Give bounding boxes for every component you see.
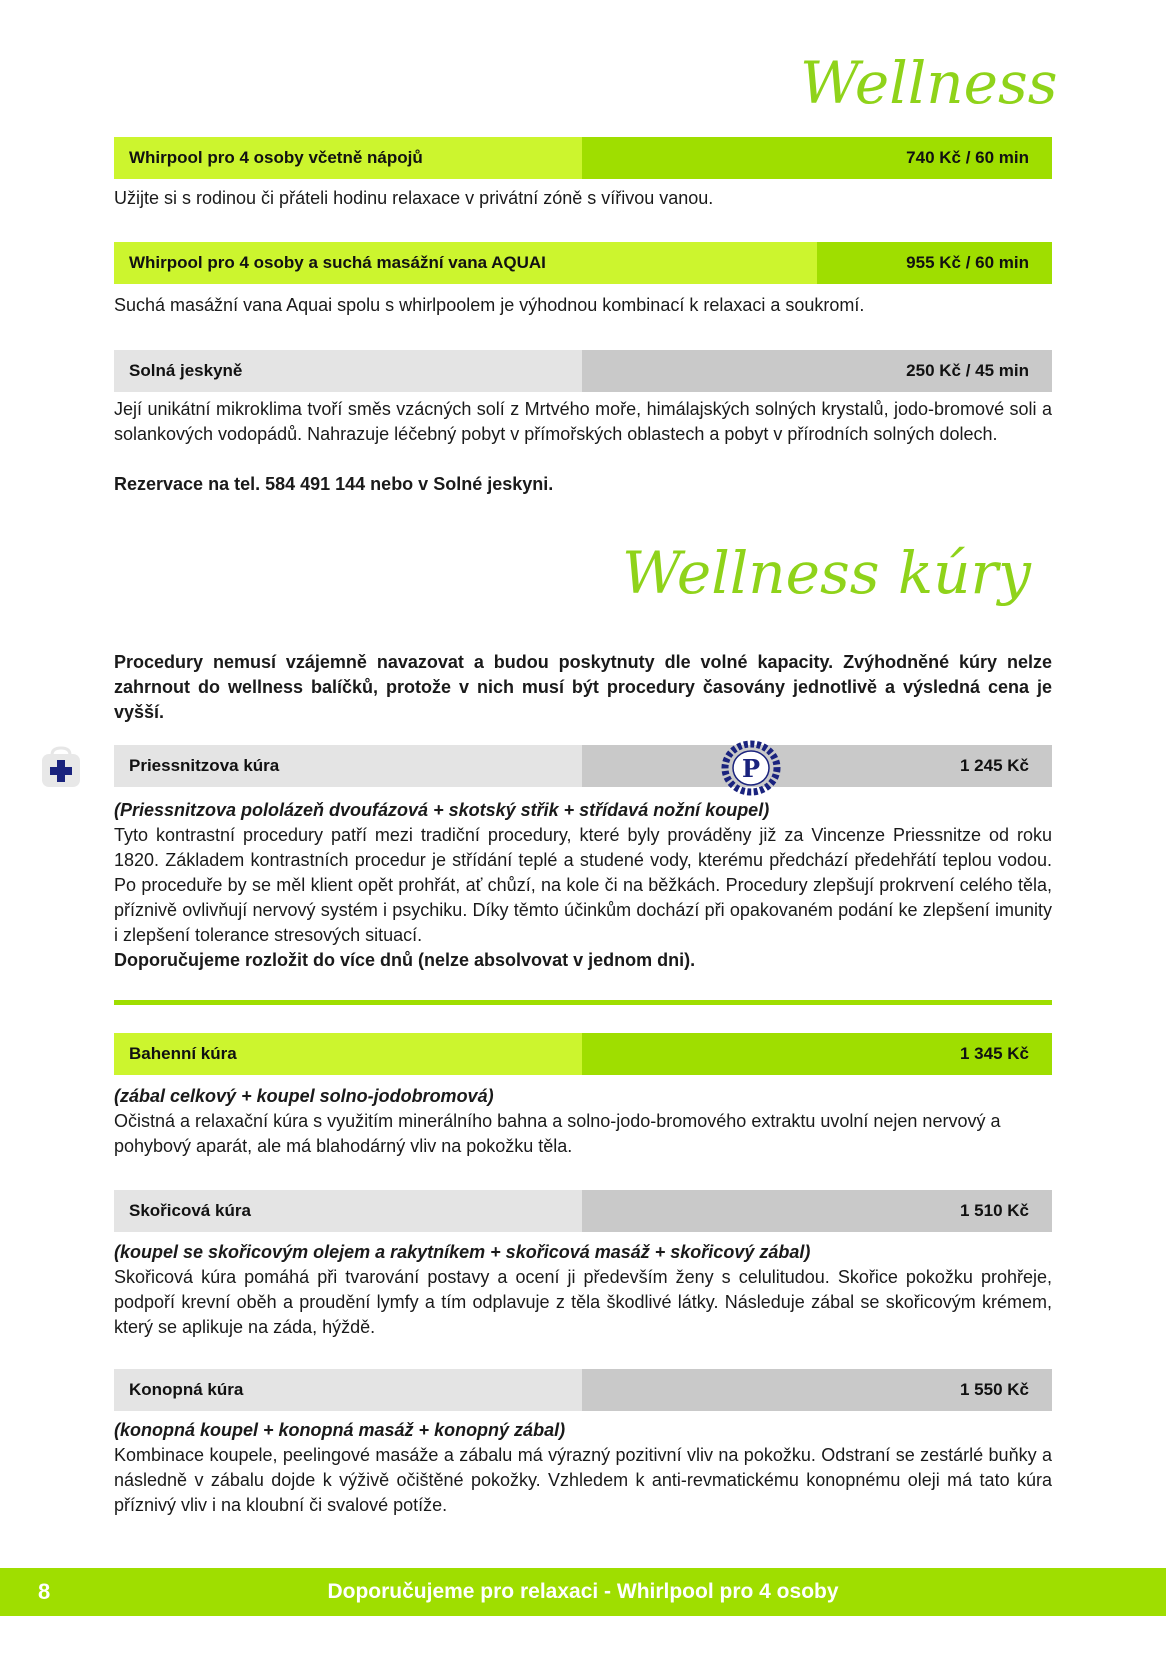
section-divider — [114, 1000, 1052, 1005]
section-title-wellness: Wellness — [800, 49, 1058, 117]
service-description: Skořicová kúra pomáhá při tvarování postavy a ocení ji především ženy s celulitudou. Skořice pokožku prohřeje, podpoří krevní oběh a proudění lymfy a tím odplavuje z těla škodlivé látky. Následuje zábal se skořicovým krémem, který se aplikuje na záda, hýždě. — [114, 1267, 1052, 1337]
service-price: 955 Kč / 60 min — [817, 242, 1052, 284]
service-subtitle: (Priessnitzova pololázeň dvoufázová + skotský střik + střídavá nožní koupel) — [114, 800, 770, 820]
section-intro: Procedury nemusí vzájemně navazovat a budou poskytnuty dle volné kapacity. Zvýhodněné kúry nelze zahrnout do wellness balíčků, protože v nich musí být procedury časovány jednotlivě a výsledná cena je vyšší. — [114, 652, 1052, 722]
service-description: Tyto kontrastní procedury patří mezi tradiční procedury, které byly prováděny již za Vincenze Priessnitze od roku 1820. Základem kontrastních procedur je střídání teplé a studené vody, kterému předchází předehřátí teplou vodou. Po proceduře by se měl klient opět prohřát, ať chůzí, na kole či na běžkách. Procedury zlepšují prokrvení celého těla, příznivě ovlivňují nervový systém i psychiku. Díky těmto účinkům dochází při opakovaném podání ke zlepšení imunity i zlepšení tolerance stresových situací. — [114, 825, 1052, 945]
emblem-letter: P — [741, 754, 761, 783]
service-header-cinnamon — [114, 1190, 1052, 1232]
service-name: Whirpool pro 4 osoby a suchá masážní vana AQUAI — [114, 242, 817, 284]
reservation-note: Rezervace na tel. 584 491 144 nebo v Solné jeskyni. — [114, 474, 554, 494]
service-description: Suchá masážní vana Aquai spolu s whirlpoolem je výhodnou kombinací k relaxaci a soukromí. — [114, 295, 865, 315]
section-title-wellness-kury: Wellness kúry — [622, 539, 1031, 607]
service-price: 1 550 Kč — [582, 1369, 1052, 1411]
priessnitz-emblem-icon — [720, 740, 782, 796]
page-number: 8 — [38, 1579, 51, 1604]
service-description: Kombinace koupele, peelingové masáže a zábalu má výrazný pozitivní vliv na pokožku. Odstraní se zestárlé buňky a následně v zábalu dojde k výživě očištěné pokožky. Vzhledem k anti-revmatickému konopnému oleji má tato kúra příznivý vliv i na kloubní či svalové potíže. — [114, 1445, 1052, 1515]
page-footer — [0, 1568, 1166, 1616]
service-price: 1 345 Kč — [582, 1033, 1052, 1075]
medical-kit-icon — [38, 745, 84, 789]
service-price: 740 Kč / 60 min — [582, 137, 1052, 179]
service-price: 1 245 Kč — [582, 745, 1052, 787]
service-header-hemp — [114, 1369, 1052, 1411]
service-header-salt-cave — [114, 350, 1052, 392]
service-description: Její unikátní mikroklima tvoří směs vzácných solí z Mrtvého moře, himálajských solných krystalů, jodo-bromové soli a solankových vodopádů. Nahrazuje léčebný pobyt v přímořských oblastech a pobyt v přírodních solných dolech. — [114, 399, 1052, 444]
service-name: Solná jeskyně — [114, 350, 582, 392]
service-header-whirlpool-aquai — [114, 242, 1052, 284]
footer-text: Doporučujeme pro relaxaci - Whirlpool pro 4 osoby — [327, 1580, 839, 1603]
service-subtitle: (konopná koupel + konopná masáž + konopný zábal) — [114, 1420, 566, 1440]
service-description: Užijte si s rodinou či přáteli hodinu relaxace v privátní zóně s vířivou vanou. — [114, 188, 714, 208]
service-name: Konopná kúra — [114, 1369, 582, 1411]
service-header-mud — [114, 1033, 1052, 1075]
service-name: Whirpool pro 4 osoby včetně nápojů — [114, 137, 582, 179]
service-subtitle: (koupel se skořicovým olejem a rakytníkem + skořicová masáž + skořicový zábal) — [114, 1242, 811, 1262]
service-price: 250 Kč / 45 min — [582, 350, 1052, 392]
service-note: Doporučujeme rozložit do více dnů (nelze absolvovat v jednom dni). — [114, 950, 696, 970]
service-price: 1 510 Kč — [582, 1190, 1052, 1232]
service-name: Bahenní kúra — [114, 1033, 582, 1075]
service-description: Očistná a relaxační kúra s využitím minerálního bahna a solno-jodo-bromového extraktu uvolní nejen nervový a pohybový aparát, ale má blahodárný vliv na pokožku těla. — [114, 1111, 1001, 1156]
service-header-whirlpool-drinks — [114, 137, 1052, 179]
service-name: Skořicová kúra — [114, 1190, 582, 1232]
service-header-priessnitz — [114, 745, 1052, 787]
service-name: Priessnitzova kúra — [114, 745, 582, 787]
service-subtitle: (zábal celkový + koupel solno-jodobromová) — [114, 1086, 494, 1106]
